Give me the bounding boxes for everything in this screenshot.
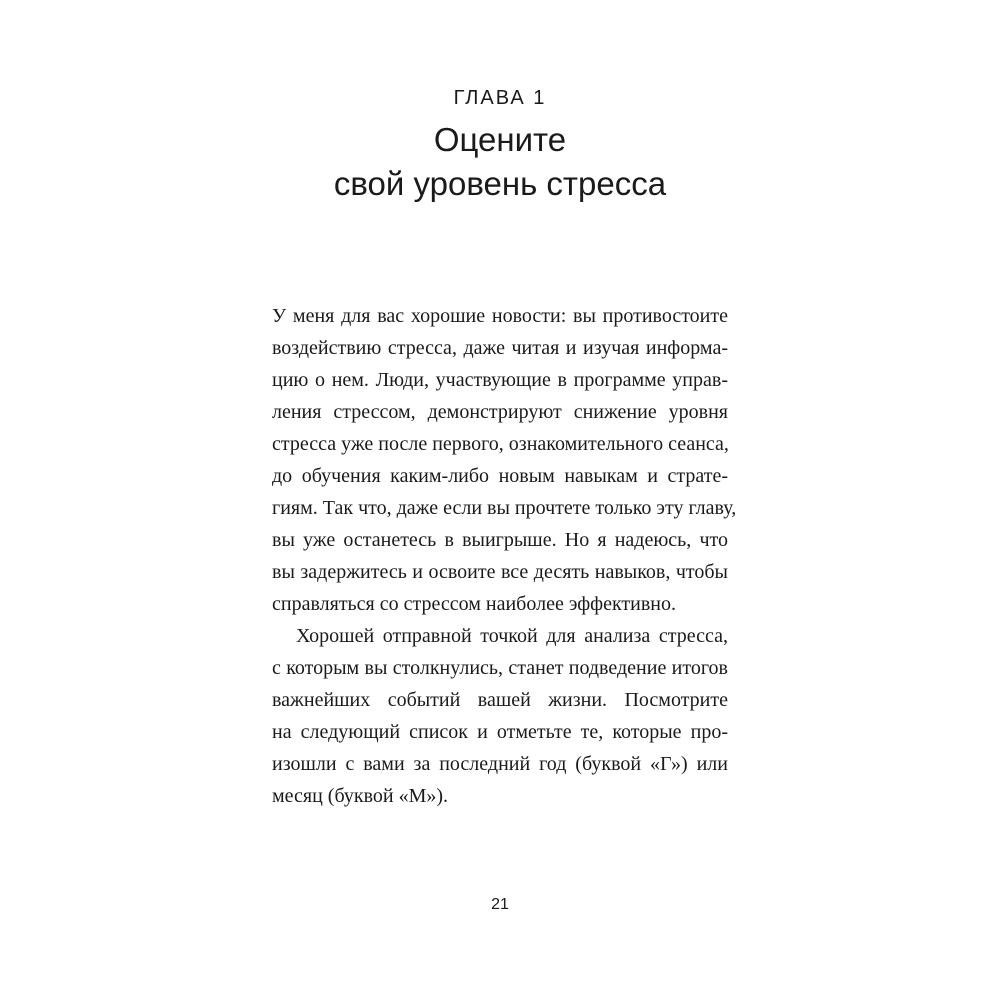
text-line: воздействию стресса, даже читая и изучая информа-	[272, 337, 728, 359]
text-line: гиям. Так что, даже если вы прочтете только эту главу,	[272, 497, 737, 519]
text-line: с которым вы столкнулись, станет подведение итогов	[272, 657, 728, 679]
text-line: месяц (буквой «М»).	[272, 785, 449, 807]
text-line: на следующий список и отметьте те, которые про-	[272, 721, 728, 743]
text-line: справляться со стрессом наиболее эффективно.	[272, 593, 677, 615]
chapter-title-line-2: свой уровень стресса	[333, 165, 667, 202]
body-text	[272, 300, 737, 812]
paragraph-1	[272, 300, 737, 620]
page-number: 21	[491, 896, 509, 913]
chapter-title	[0, 118, 1000, 206]
text-line: У меня для вас хорошие новости: вы противостоите	[272, 305, 728, 327]
text-line: ления стрессом, демонстрируют снижение уровня	[272, 401, 728, 423]
text-line: вы уже останетесь в выигрыше. Но я надеюсь, что	[272, 529, 728, 551]
text-line: вы задержитесь и освоите все десять навыков, чтобы	[272, 561, 728, 583]
text-line: важнейших событий вашей жизни. Посмотрите	[272, 689, 728, 711]
text-line: стресса уже после первого, ознакомительного сеанса,	[272, 433, 729, 455]
text-line: цию о нем. Люди, участвующие в программе управ-	[272, 369, 728, 391]
paragraph-2	[272, 620, 728, 812]
text-line: изошли с вами за последний год (буквой «Г») или	[272, 753, 728, 775]
text-line: до обучения каким-либо новым навыкам и страте-	[272, 465, 728, 487]
text-line: Хорошей отправной точкой для анализа стресса,	[296, 625, 728, 647]
chapter-label: ГЛАВА 1	[453, 87, 547, 109]
chapter-title-line-1: Оцените	[433, 121, 567, 158]
